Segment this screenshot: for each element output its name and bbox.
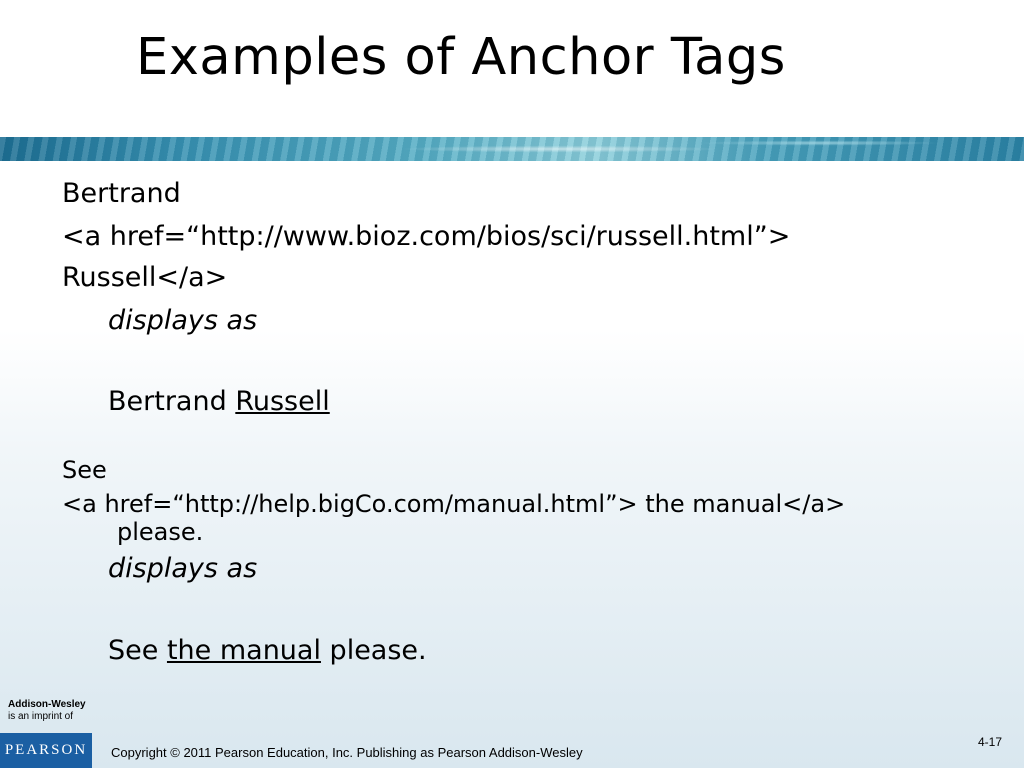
example1-line1: Bertrand xyxy=(62,178,181,209)
example1-result-text: Bertrand xyxy=(108,386,236,417)
example2-displays-as: displays as xyxy=(108,553,258,584)
addison-wesley-logo xyxy=(8,699,86,723)
example1-result-link[interactable]: Russell xyxy=(235,386,330,417)
publisher-name: Addison-Wesley xyxy=(8,699,86,710)
pearson-logo: PEARSON xyxy=(0,733,92,768)
publisher-imprint-text: is an imprint of xyxy=(8,711,74,722)
example2-result xyxy=(108,635,427,666)
example2-result-before: See xyxy=(108,635,167,666)
example2-result-after: please. xyxy=(320,635,427,666)
example2-line3: please. xyxy=(117,518,204,546)
example1-displays-as: displays as xyxy=(108,305,258,336)
copyright-text: Copyright © 2011 Pearson Education, Inc. Publishing as Pearson Addison-Wesley xyxy=(111,745,583,760)
example2-result-link[interactable]: the manual xyxy=(166,635,321,666)
slide-title: Examples of Anchor Tags xyxy=(136,28,786,87)
example2-line1: See xyxy=(62,456,107,484)
example1-code-line: <a href=“http://www.bioz.com/bios/sci/russell.html”> xyxy=(62,221,791,252)
decorative-water-band xyxy=(0,137,1024,161)
example2-code-line: <a href=“http://help.bigCo.com/manual.html”> the manual</a> xyxy=(62,490,846,518)
example1-result xyxy=(108,386,330,417)
example1-line3: Russell</a> xyxy=(62,262,228,293)
page-number: 4-17 xyxy=(978,735,1003,749)
